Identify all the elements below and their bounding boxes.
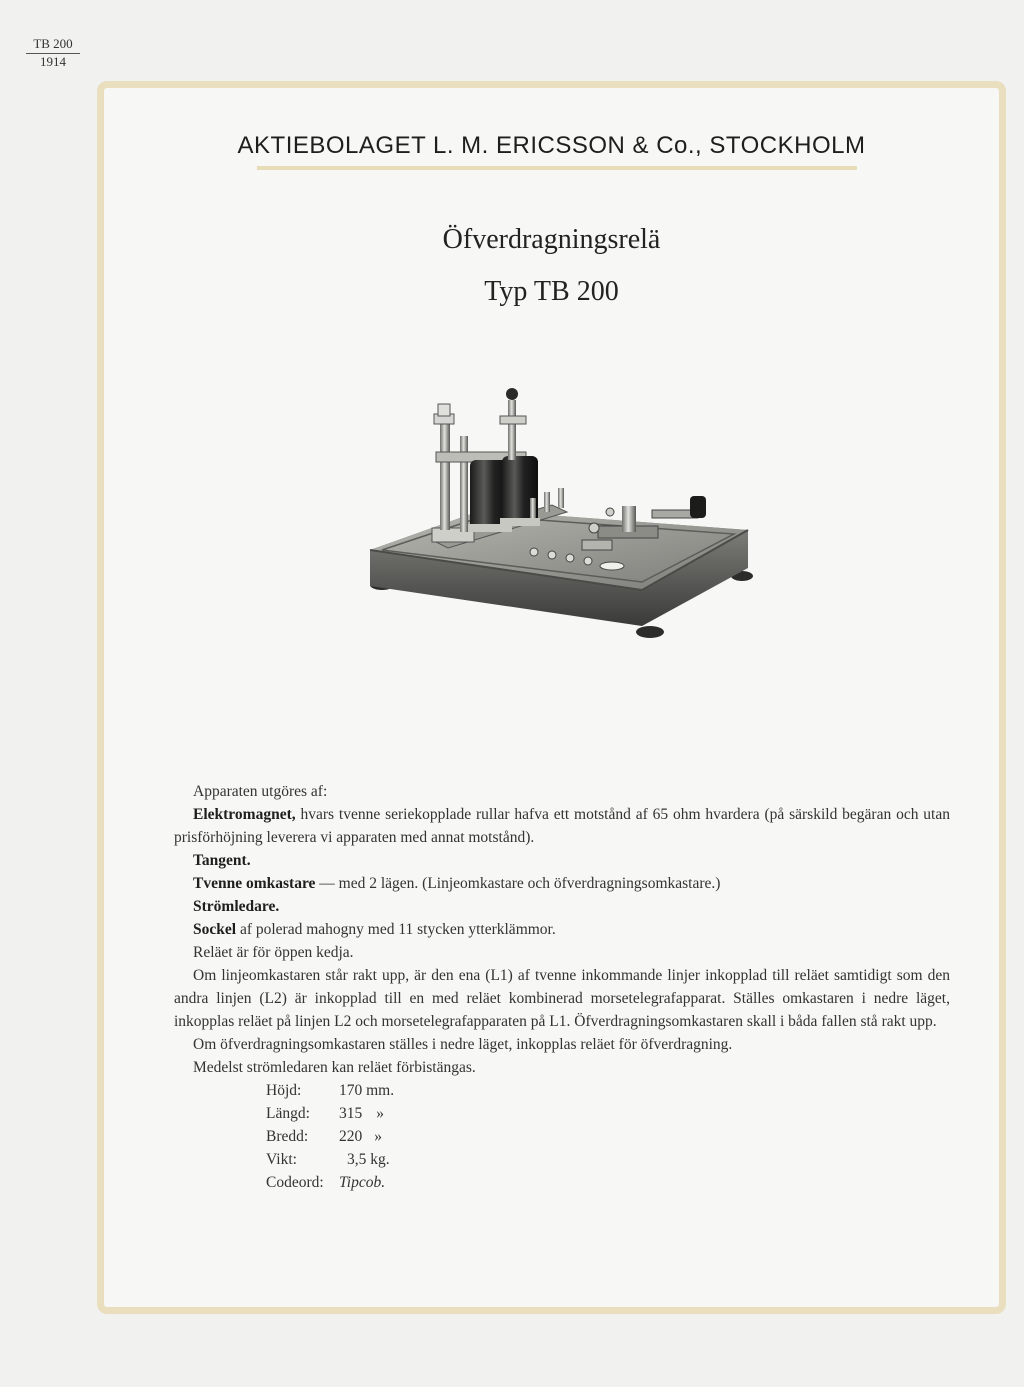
tangent-label: Tangent. <box>193 852 251 869</box>
catalog-reference <box>26 36 80 70</box>
spec-height <box>266 1079 950 1102</box>
spec-value: Tipcob. <box>339 1174 386 1191</box>
spec-codeword <box>266 1171 950 1194</box>
catalog-number: TB 200 <box>26 36 80 54</box>
product-type: Typ TB 200 <box>484 276 619 307</box>
intro-line: Apparaten utgöres af: <box>193 783 328 800</box>
tangent-item <box>174 849 950 872</box>
sockel-text: af polerad mahogny med 11 stycken ytterklämmor. <box>239 921 556 938</box>
company-header: AKTIEBOLAGET L. M. ERICSSON & Co., STOCKHOLM <box>237 132 866 159</box>
description-text <box>174 780 950 1194</box>
spec-value: 220 <box>339 1128 363 1145</box>
transfer-paragraph: Om öfverdragningsomkastaren ställes i nedre läget, inkopplas reläet för öfverdragning. <box>193 1036 733 1053</box>
sockel-label: Sockel <box>193 921 237 938</box>
spec-label: Bredd: <box>266 1128 309 1145</box>
specifications <box>266 1079 950 1194</box>
spec-label: Längd: <box>266 1105 310 1122</box>
open-chain-line: Reläet är för öppen kedja. <box>193 944 354 961</box>
spec-weight <box>266 1148 950 1171</box>
omkastare-text: — med 2 lägen. (Linjeomkastare och öfverdragningsomkastare.) <box>319 875 721 892</box>
elektromagnet-label: Elektromagnet, <box>193 806 296 823</box>
header-rule <box>257 166 857 170</box>
spec-label: Höjd: <box>266 1082 302 1099</box>
relay-apparatus-image <box>362 380 762 650</box>
spec-ditto-mark: » <box>376 1105 384 1122</box>
elektromagnet-item <box>174 803 950 849</box>
elektromagnet-text: hvars tvenne seriekopplade rullar hafva ett motstånd af 65 ohm hvardera (på särskild begäran och utan prisförhöjning leverera vi apparaten med annat motstånd). <box>174 806 950 846</box>
page-frame <box>97 81 1006 1314</box>
spec-value: 170 mm. <box>339 1082 395 1099</box>
omkastare-label: Tvenne omkastare <box>193 875 316 892</box>
switch-paragraph: Om linjeomkastaren står rakt upp, är den ena (L1) af tvenne inkommande linjer inkopplad till reläet samtidigt som den andra linjen (L2) är inkopplad till en med reläet kombinerad morsetelegrafapparat. Ställes omkastaren i nedre läget, inkopplas reläet på linjen L2 och morsetelegrafapparaten på L1. Öfverdragningsomkastaren skall i båda fallen stå rakt upp. <box>174 967 950 1030</box>
spec-label: Vikt: <box>266 1151 297 1168</box>
spec-ditto-mark: » <box>374 1128 382 1145</box>
catalog-year: 1914 <box>40 54 66 69</box>
spec-label: Codeord: <box>266 1174 324 1191</box>
spec-value: 315 <box>339 1105 363 1122</box>
spec-width <box>266 1125 950 1148</box>
stromledare-label: Strömledare. <box>193 898 280 915</box>
shunt-paragraph: Medelst strömledaren kan reläet förbistängas. <box>193 1059 476 1076</box>
omkastare-item <box>174 872 950 895</box>
spec-length <box>266 1102 950 1125</box>
stromledare-item <box>174 895 950 918</box>
sockel-item <box>174 918 950 941</box>
spec-value: 3,5 kg. <box>347 1151 390 1168</box>
product-title: Öfverdragningsrelä <box>442 224 661 255</box>
